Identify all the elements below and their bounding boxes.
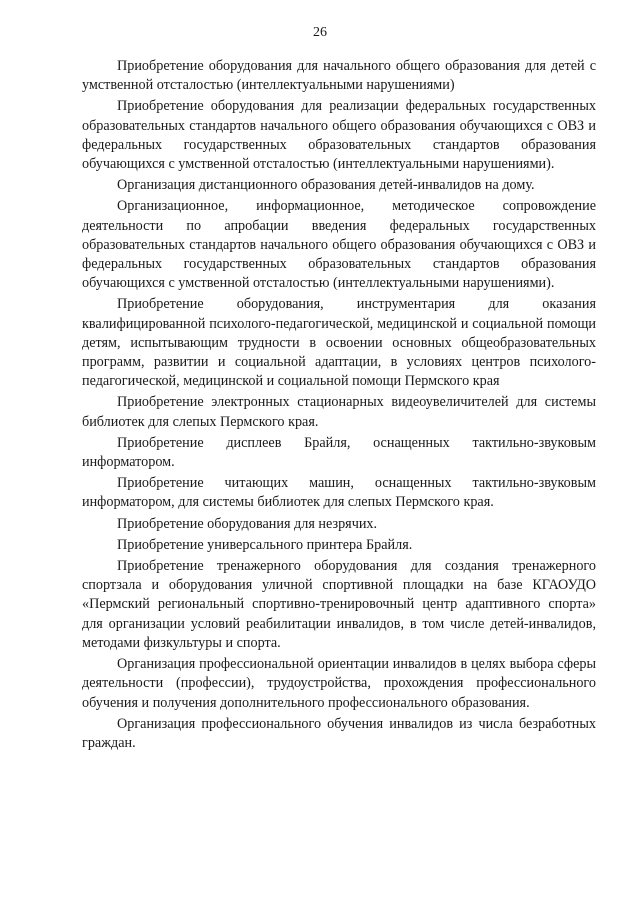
paragraph-video-magnifiers: Приобретение электронных стационарных видеоувеличителей для системы библиотек для слепых Пермского края.: [82, 394, 596, 430]
paragraph-distance-education: Организация дистанционного образования детей-инвалидов на дому.: [117, 177, 535, 194]
paragraph-braille-printer: Приобретение универсального принтера Брайля.: [117, 536, 413, 553]
paragraph-methodical-support: Организационное, информационное, методическое сопровождение деятельности по апробации введения федеральных государственных образовательных стандартов начального общего образования обучающихся с ОВЗ и федеральных государственных образовательных стандартов образования обучающихся с умственной отсталостью (интеллектуальными нарушениями).: [82, 198, 596, 292]
paragraph-vocational-training: Организация профессионального обучения инвалидов из числа безработных граждан.: [82, 715, 596, 751]
paragraph-reading-machines: Приобретение читающих машин, оснащенных тактильно-звуковым информатором, для системы библиотек для слепых Пермского края.: [82, 475, 596, 511]
paragraph-equipment-fgos: Приобретение оборудования для реализации федеральных государственных образовательных стандартов начального общего образования обучающихся с ОВЗ и федеральных государственных образовательных стандартов образования обучающихся с умственной отсталостью (интеллектуальными нарушениями).: [82, 98, 596, 173]
document-body: [82, 57, 596, 753]
paragraph-sports-equipment: Приобретение тренажерного оборудования для создания тренажерного спортзала и оборудования уличной спортивной площадки на базе КГАОУДО «Пермский региональный спортивно-тренировочный центр адаптивного спорта» для организации условий реабилитации инвалидов, в том числе детей-инвалидов, методами физкультуры и спорта.: [82, 558, 596, 651]
paragraph-equipment-primary-education: Приобретение оборудования для начального общего образования для детей с умственной отсталостью (интеллектуальными нарушениями): [82, 58, 596, 94]
page-number: 26: [313, 25, 327, 40]
paragraph-career-guidance: Организация профессиональной ориентации инвалидов в целях выбора сферы деятельности (профессии), трудоустройства, прохождения профессионального обучения и получения дополнительного профессионального образования.: [82, 656, 596, 711]
paragraph-psychological-help-equipment: Приобретение оборудования, инструментария для оказания квалифицированной психолого-педагогической, медицинской и социальной помощи детям, испытывающим трудности в освоении основных общеобразовательных программ, развитии и социальной адаптации, в условиях центров психолого-педагогической, медицинской и социальной помощи Пермского края: [82, 296, 596, 390]
paragraph-braille-displays: Приобретение дисплеев Брайля, оснащенных тактильно-звуковым информатором.: [82, 434, 596, 471]
paragraph-equipment-blind: Приобретение оборудования для незрячих.: [117, 515, 378, 532]
